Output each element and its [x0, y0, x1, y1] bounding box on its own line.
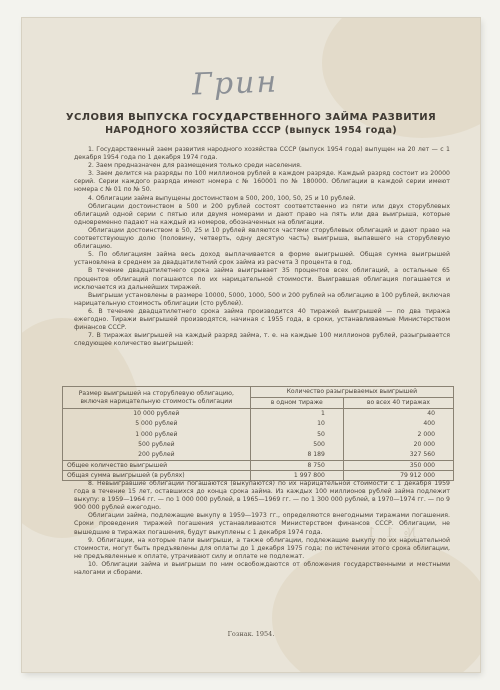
- paragraph: 4. Облигации займа выпущены достоинством в 500, 200, 100, 50, 25 и 10 рублей.: [88, 194, 356, 202]
- total-sum-all: 79 912 000: [343, 471, 453, 481]
- title-line-2: НАРОДНОГО ХОЗЯЙСТВА СССР (выпуск 1954 года): [105, 125, 397, 136]
- paragraph: 7. В тиражах выигрышей на каждый разряд займа, т. е. на каждые 100 миллионов рублей, разыгрывается следующее количество выигрышей:: [74, 332, 450, 348]
- prize-count-all: 400: [343, 419, 453, 429]
- paragraph: Облигации займа, подлежащие выкупу в 1959—1973 гг., определяются внегодными тиражами погашения. Сроки проведения тиражей погашения устанавливаются Министерством финансов СССР. Облигации, не вышедшие в тиражах погашения, будут выкуплены с 1 декабря 1974 года.: [74, 512, 450, 536]
- prize-size: 1 000 рублей: [63, 430, 251, 440]
- printer-imprint: Гознак. 1954.: [227, 630, 275, 638]
- paragraph: 1. Государственный заем развития народного хозяйства СССР (выпуск 1954 года) выпущен на 20 лет — с 1 декабря 1954 года по 1 декабря 1974 года.: [74, 146, 450, 162]
- table-row: [63, 450, 454, 461]
- table-row: [63, 419, 454, 429]
- prize-size: 200 рублей: [63, 450, 251, 461]
- total-sum-label: Общая сумма выигрышей (в рублях): [63, 471, 251, 481]
- table-head-count: Количество разыгрываемых выигрышей: [250, 387, 453, 398]
- total-count-one: 8 750: [250, 461, 343, 471]
- table-head-all-draws: во всех 40 тиражах: [343, 398, 453, 409]
- paragraph: 8. Невыигравшие облигации погашаются (выкупаются) по их нарицательной стоимости с 1 декабря 1959 года в течение 15 лет, оставшихся до конца срока займа. Из каждых 100 миллионов рублей займа подлежит выкупу: в 1959—1964 гг. — по 1 000 000 рублей, в 1965—1969 гг. — по 1 300 000 рублей, в 1970—1974 гг. — по 9 900 000 рублей ежегодно.: [74, 480, 450, 512]
- paragraph: 5. По облигациям займа весь доход выплачивается в форме выигрышей. Общая сумма выигрышей установлена в среднем за двадцатилетний срок займа из расчета 3 процента в год.: [74, 251, 450, 267]
- total-sum-one: 1 997 800: [250, 471, 343, 481]
- handwritten-note: Грин: [191, 64, 279, 103]
- prize-count-one: 500: [250, 440, 343, 450]
- total-count-all: 350 000: [343, 461, 453, 471]
- title-line-1: УСЛОВИЯ ВЫПУСКА ГОСУДАРСТВЕННОГО ЗАЙМА РАЗВИТИЯ: [65, 112, 437, 123]
- document-title: [22, 112, 480, 136]
- table-row: [63, 440, 454, 450]
- paragraph: 10. Облигации займа и выигрыши по ним освобождаются от обложения государственными и местными налогами и сборами.: [74, 560, 450, 577]
- prize-count-one: 50: [250, 430, 343, 440]
- prize-count-one: 1: [250, 409, 343, 420]
- prize-count-one: 10: [250, 419, 343, 429]
- table-row: [63, 430, 454, 440]
- paragraph: 9. Облигации, на которые пали выигрыши, а также облигации, подлежащие выкупу по их нарицательной стоимости, могут быть предъявлены для оплаты до 1 декабря 1975 года; по истечении этого срока облигации, не предъявленные к оплате, утрачивают силу и оплате не подлежат.: [74, 536, 450, 560]
- paragraph: 2. Заем предназначен для размещения только среди населения.: [88, 162, 302, 170]
- table-head-size: Размер выигрышей на сторублевую облигацию, включая нарицательную стоимость облигации: [63, 387, 251, 409]
- prize-count-all: 20 000: [343, 440, 453, 450]
- table-row: [63, 409, 454, 420]
- table-total-count-row: [63, 461, 454, 471]
- paragraph: Облигации достоинством в 50, 25 и 10 рублей являются частями сторублевых облигаций и дают право на соответствующую долю (половину, четверть, одну десятую часть) выигрыша, выпавшего на сторублевую облигацию.: [74, 226, 450, 251]
- paragraph: Выигрыши установлены в размере 10000, 5000, 1000, 500 и 200 рублей на облигацию в 100 рублей, включая нарицательную стоимость облигации (сто рублей).: [74, 291, 450, 307]
- table-head-one-draw: в одном тираже: [250, 398, 343, 409]
- conditions-text: [74, 146, 450, 348]
- paragraph: В течение двадцатилетнего срока займа выигрывает 35 процентов всех облигаций, а остальные 65 процентов облигаций погашаются по их нарицательной стоимости. Выигравшая облигация погашается и исключается из дальнейших тиражей.: [74, 267, 450, 291]
- paragraph: 3. Заем делится на разряды по 100 миллионов рублей в каждом разряде. Каждый разряд состоит из 20000 серий. Серии каждого разряда имеют номера с № 160001 по № 180000. Облигации в каждой серии имеют номера с № 01 по № 50.: [74, 170, 450, 194]
- prize-size: 5 000 рублей: [63, 419, 251, 429]
- prize-count-all: 40: [343, 409, 453, 420]
- prize-size: 10 000 рублей: [63, 409, 251, 420]
- total-count-label: Общее количество выигрышей: [63, 461, 251, 471]
- paragraph: 6. В течение двадцатилетнего срока займа производится 40 тиражей выигрышей — по два тиража ежегодно. Тиражи выигрышей производятся, начиная с 1955 года, в сроки, устанавливаемые Министерством финансов СССР.: [74, 307, 450, 332]
- prize-table: [62, 386, 454, 481]
- prize-count-all: 327 560: [343, 450, 453, 461]
- prize-count-all: 2 000: [343, 430, 453, 440]
- prize-count-one: 8 189: [250, 450, 343, 461]
- table-header-row: [63, 387, 454, 398]
- paragraph: Облигации достоинством в 500 и 200 рублей состоят соответственно из пяти или двух сторублевых облигаций одной серии с пятью или двумя номерами и дают право на пять или два выигрыша, которые одновременно падают на каждый из номеров, обозначенных на облигации.: [74, 202, 450, 226]
- show-through-serial-mark: № 1 1: [364, 526, 417, 541]
- bond-reverse-sheet: [22, 18, 480, 672]
- prize-size: 500 рублей: [63, 440, 251, 450]
